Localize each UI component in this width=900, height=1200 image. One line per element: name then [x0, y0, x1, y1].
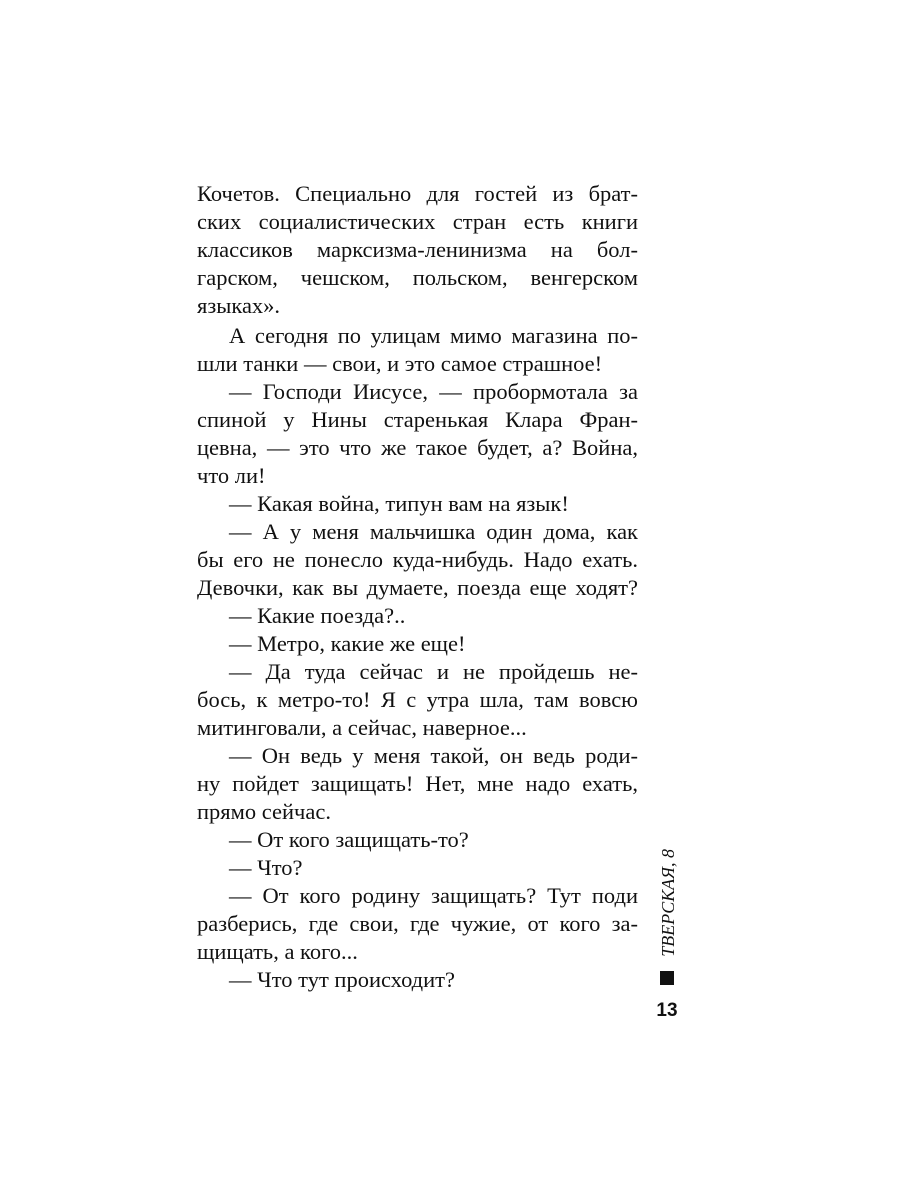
text-line: бы его не понесло куда-нибудь. Надо ехать. [197, 547, 638, 572]
text-line: классиков марксизма-ленинизма на бол- [197, 237, 638, 262]
text-line: ских социалистических стран есть книги [197, 209, 638, 234]
text-line: — Господи Иисусе, — пробормотала за [229, 379, 638, 404]
text-line: Кочетов. Специально для гостей из брат- [197, 181, 638, 206]
text-line: — А у меня мальчишка один дома, как [229, 519, 638, 544]
text-line: — Он ведь у меня такой, он ведь роди- [229, 743, 638, 768]
page-number: 13 [656, 1000, 678, 1021]
text-line: цевна, — это что же такое будет, а? Война, [197, 435, 638, 460]
text-line: щищать, а кого... [197, 939, 358, 964]
text-line: бось, к метро-то! Я с утра шла, там вовсю [197, 687, 638, 712]
text-line: языках». [197, 293, 281, 318]
text-line: — От кого защищать-то? [229, 827, 469, 852]
text-line: — Какие поезда?.. [229, 603, 406, 628]
text-line: — Какая война, типун вам на язык! [229, 491, 569, 516]
text-line: прямо сейчас. [197, 799, 331, 824]
text-line: Девочки, как вы думаете, поезда еще ходят? [197, 575, 638, 600]
running-title-text: ТВЕРСКАЯ, 8 [658, 849, 678, 957]
text-line: А сегодня по улицам мимо магазина по- [229, 323, 638, 348]
text-line: шли танки — свои, и это самое страшное! [197, 351, 603, 376]
text-line: спиной у Нины старенькая Клара Фран- [197, 407, 638, 432]
text-line: — Метро, какие же еще! [229, 631, 466, 656]
text-line: гарском, чешском, польском, венгерском [197, 265, 638, 290]
text-line: что ли! [197, 463, 266, 488]
text-line: митинговали, а сейчас, наверное... [197, 715, 527, 740]
text-line: разберись, где свои, где чужие, от кого за- [197, 911, 638, 936]
text-line: — Что? [229, 855, 303, 880]
square-marker-icon [660, 971, 674, 985]
text-line: — От кого родину защищать? Тут поди [229, 883, 638, 908]
text-line: — Да туда сейчас и не пройдешь не- [229, 659, 638, 684]
text-line: — Что тут происходит? [229, 967, 455, 992]
text-line: ну пойдет защищать! Нет, мне надо ехать, [197, 771, 638, 796]
running-title [655, 849, 681, 959]
